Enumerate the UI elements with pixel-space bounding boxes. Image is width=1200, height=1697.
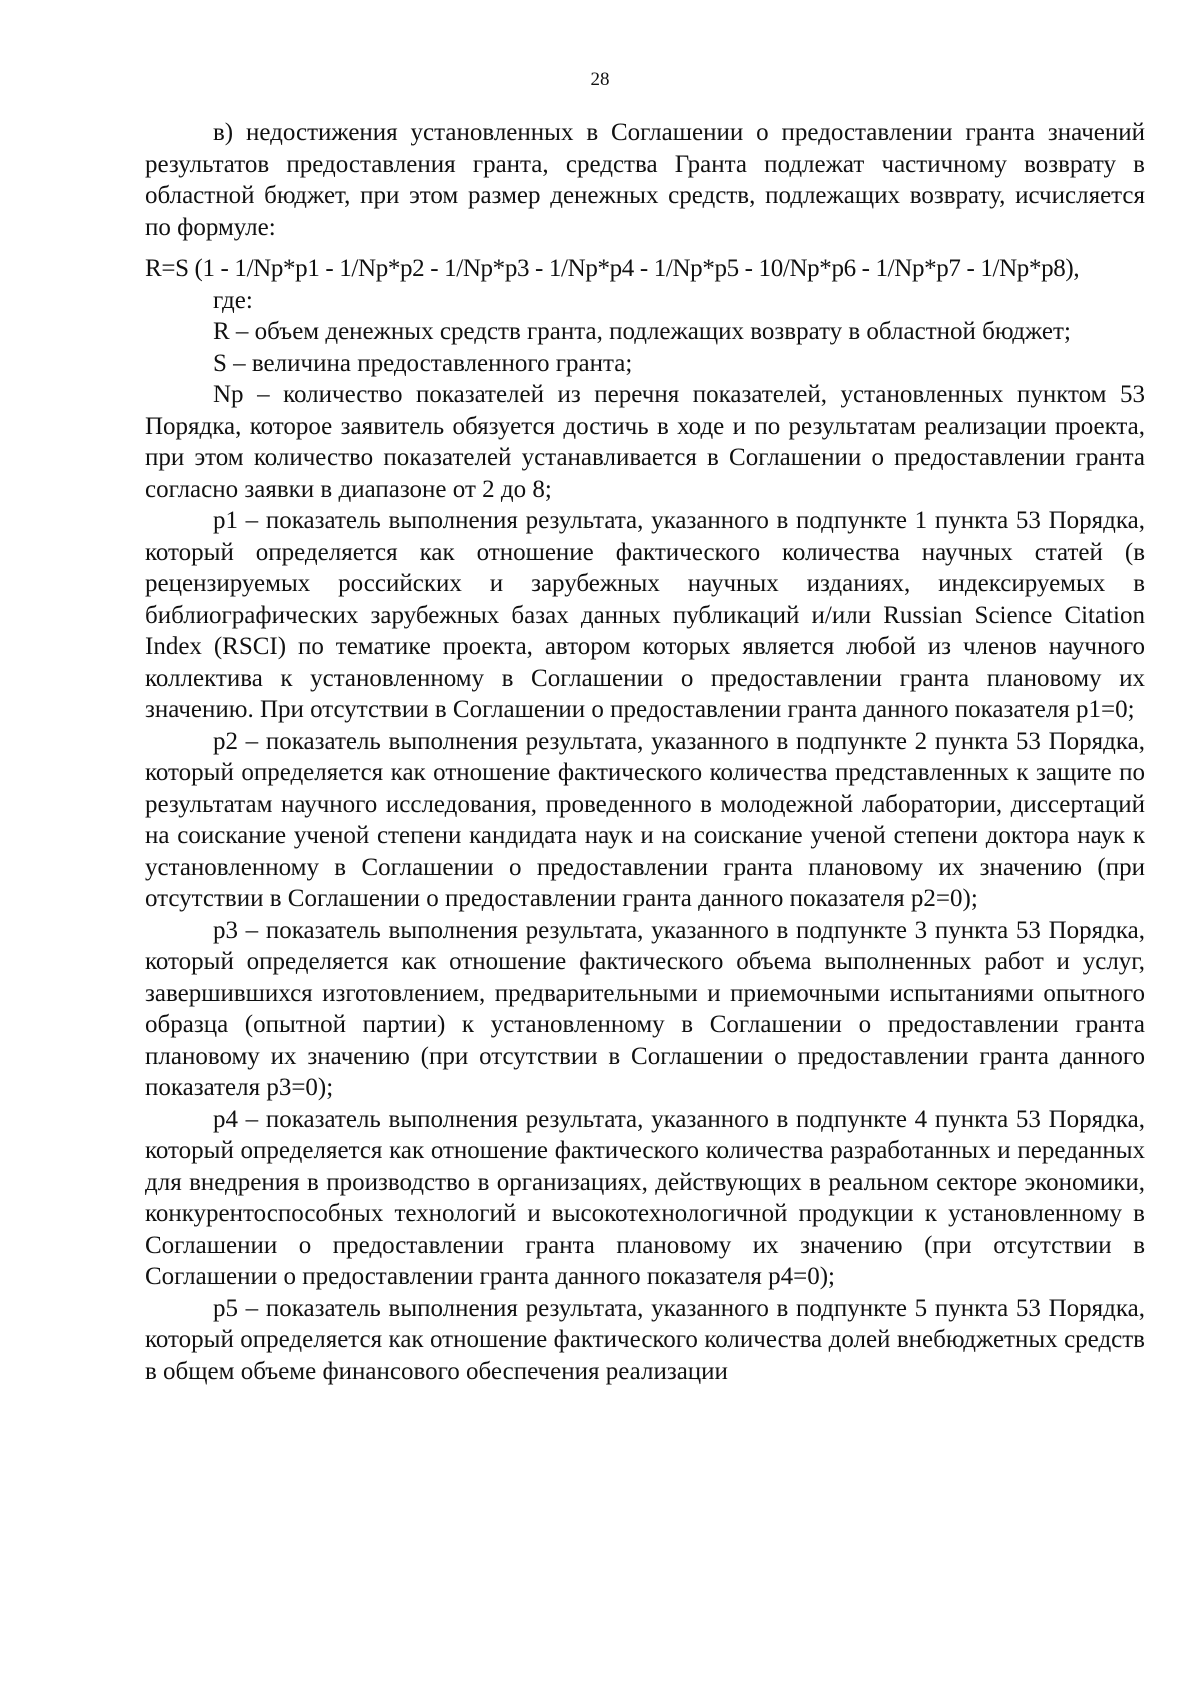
definition-p5: p5 – показатель выполнения результата, указанного в подпункте 5 пункта 53 Порядка, который определяется как отношение фактического количества долей внебюджетных средств в общем объеме финансового обеспечения реализации: [145, 1294, 1145, 1385]
page-number: 28: [590, 69, 610, 90]
definition-p2: p2 – показатель выполнения результата, указанного в подпункте 2 пункта 53 Порядка, который определяется как отношение фактического количества представленных к защите по результатам научного исследования, проведенного в молодежной лаборатории, диссертаций на соискание ученой степени кандидата наук и на соискание ученой степени доктора наук к установленному в Соглашении о предоставлении гранта плановому их значению (при отсутствии в Соглашении о предоставлении гранта данного показателя p2=0);: [145, 727, 1145, 912]
definition-s: S – величина предоставленного гранта;: [213, 349, 633, 377]
paragraph-clause-v: в) недостижения установленных в Соглашении о предоставлении гранта значений результатов предоставления гранта, средства Гранта подлежат частичному возврату в областной бюджет, при этом размер денежных средств, подлежащих возврату, исчисляется по формуле:: [145, 119, 1145, 241]
formula-where: где:: [213, 286, 253, 314]
formula: R=S (1 - 1/Np*p1 - 1/Np*p2 - 1/Np*p3 - 1/Np*p4 - 1/Np*p5 - 10/Np*p6 - 1/Np*p7 - 1/Np*p8),: [145, 255, 1080, 282]
definition-p3: p3 – показатель выполнения результата, указанного в подпункте 3 пункта 53 Порядка, который определяется как отношение фактического объема выполненных работ и услуг, завершившихся изготовлением, предварительными и приемочными испытаниями опытного образца (опытной партии) к установленному в Соглашении о предоставлении гранта плановому их значению (при отсутствии в Соглашении о предоставлении гранта данного показателя p3=0);: [145, 916, 1145, 1101]
definition-r: R – объем денежных средств гранта, подлежащих возврату в областной бюджет;: [213, 318, 1071, 345]
definition-np: Np – количество показателей из перечня показателей, установленных пунктом 53 Порядка, которое заявитель обязуется достичь в ходе и по результатам реализации проекта, при этом количество показателей устанавливается в Соглашении о предоставлении гранта согласно заявки в диапазоне от 2 до 8;: [145, 381, 1145, 503]
document-body: [145, 117, 1145, 1387]
definition-p4: p4 – показатель выполнения результата, указанного в подпункте 4 пункта 53 Порядка, который определяется как отношение фактического количества разработанных и переданных для внедрения в производство в организациях, действующих в реальном секторе экономики, конкурентоспособных технологий и высокотехнологичной продукции к установленному в Соглашении о предоставлении гранта плановому их значению (при отсутствии в Соглашении о предоставлении гранта данного показателя p4=0);: [145, 1105, 1145, 1290]
definition-p1: p1 – показатель выполнения результата, указанного в подпункте 1 пункта 53 Порядка, который определяется как отношение фактического количества научных статей (в рецензируемых российских и зарубежных научных изданиях, индексируемых в библиографических зарубежных базах данных публикаций и/или Russian Science Citation Index (RSCI) по тематике проекта, автором которых является любой из членов научного коллектива к установленному в Соглашении о предоставлении гранта плановому их значению. При отсутствии в Соглашении о предоставлении гранта данного показателя p1=0;: [145, 507, 1145, 723]
